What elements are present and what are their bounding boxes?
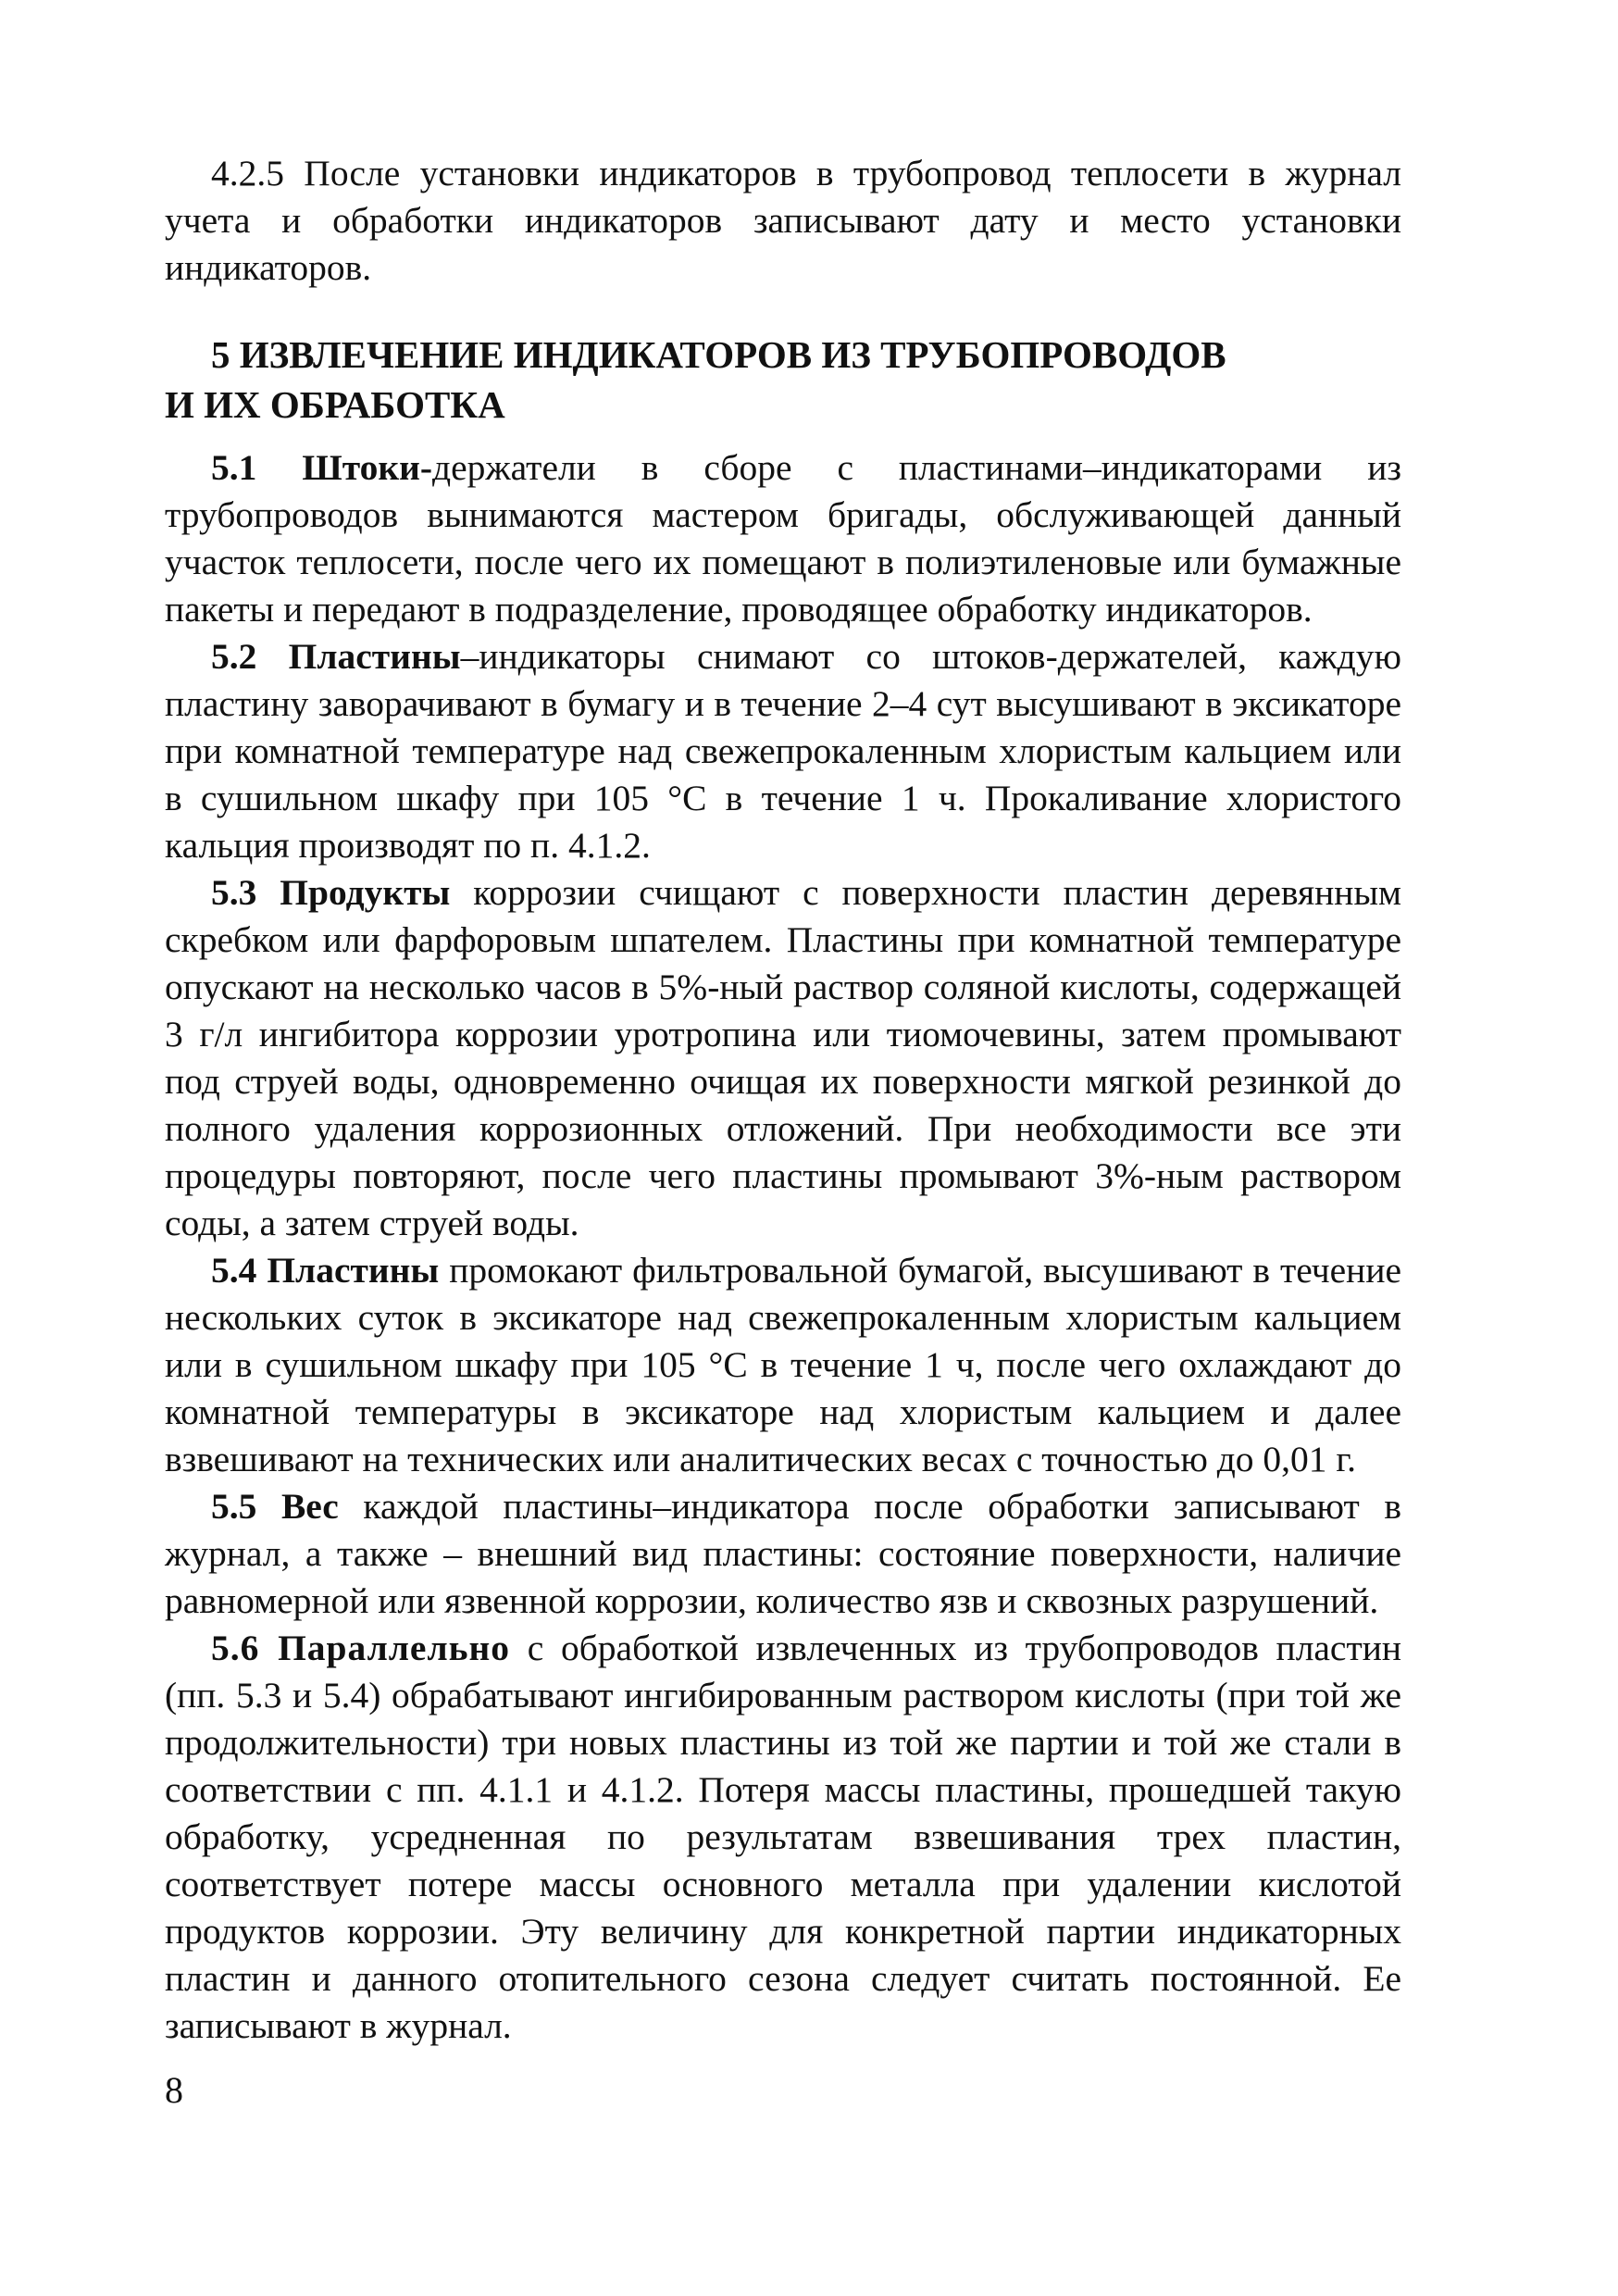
paragraph-text: держатели в сборе с пластинами–индикаторами из трубопроводов вынимаются мастером бригады, обслуживающей данный участок теплосети, после чего их помещают в полиэтиленовые или бумажные пакеты и передают в подразделение, проводящее обработку индикаторов. (165, 447, 1401, 630)
paragraph-text: коррозии счищают с поверхности пластин деревянным скребком или фарфоровым шпателем. Пластины при комнатной температуре опускают на несколько часов в 5%-ный раствор соляной кислоты, содержащей 3 г/л ингибитора коррозии уротропина или тиомочевины, затем промывают под струей воды, одновременно очищая их поверхности мягкой резинкой до полного удаления коррозионных отложений. При необходимости все эти процедуры повторяют, после чего пластины промывают 3%-ным раствором соды, а затем струей воды. (165, 872, 1401, 1243)
paragraph-lead: 5.6 Параллельно (211, 1628, 511, 1668)
heading-line-2: И ИХ ОБРАБОТКА (165, 383, 505, 426)
paragraph-lead: 5.3 Продукты (211, 872, 451, 913)
paragraph-5-2 (165, 633, 1401, 869)
paragraph-lead: 5.5 Вес (211, 1486, 339, 1527)
heading-line-1: 5 ИЗВЛЕЧЕНИЕ ИНДИКАТОРОВ ИЗ ТРУБОПРОВОДОВ (211, 333, 1226, 376)
paragraph-4-2-5: 4.2.5 После установки индикаторов в трубопровод теплосети в журнал учета и обработки индикаторов записывают дату и место установки индикаторов. (165, 153, 1401, 288)
paragraph-text: каждой пластины–индикатора после обработки записывают в журнал, а также – внешний вид пластины: состояние поверхности, наличие равномерной или язвенной коррозии, количество язв и сквозных разрушений. (165, 1486, 1401, 1621)
paragraph-lead: 5.2 Пластины (211, 636, 461, 677)
paragraph-5-3 (165, 869, 1401, 1247)
paragraph-5-1 (165, 444, 1401, 633)
paragraph-lead: 5.1 Штоки- (211, 447, 432, 488)
paragraph-text: с обработкой извлеченных из трубопроводов пластин (пп. 5.3 и 5.4) обрабатывают ингибированным раствором кислоты (при той же продолжительности) три новых пластины из той же партии и той же стали в соответствии с пп. 4.1.1 и 4.1.2. Потеря массы пластины, прошедшей такую обработку, усредненная по результатам взвешивания трех пластин, соответствует потере массы основного металла при удалении кислотой продуктов коррозии. Эту величину для конкретной партии индикаторных пластин и данного отопительного сезона следует считать постоянной. Ее записывают в журнал. (165, 1628, 1402, 2046)
section-4-2-5 (165, 150, 1401, 292)
paragraph-5-6 (165, 1625, 1401, 2050)
paragraph-5-4 (165, 1247, 1401, 1483)
paragraph-5-5 (165, 1483, 1401, 1625)
section-5-body (165, 444, 1401, 2050)
paragraph-text: –индикаторы снимают со штоков-держателей, каждую пластину заворачивают в бумагу и в течение 2–4 сут высушивают в эксикаторе при комнатной температуре над свежепрокаленным хлористым кальцием или в сушильном шкафу при 105 °С в течение 1 ч. Прокаливание хлористого кальция производят по п. 4.1.2. (165, 636, 1401, 866)
paragraph-lead: 5.4 Пластины (211, 1250, 440, 1291)
section-5-heading (165, 330, 1414, 430)
page-number: 8 (165, 2069, 183, 2111)
paragraph-text: промокают фильтровальной бумагой, высушивают в течение нескольких суток в эксикаторе над свежепрокаленным хлористым кальцием или в сушильном шкафу при 105 °С в течение 1 ч, после чего охлаждают до комнатной температуры в эксикаторе над хлористым кальцием и далее взвешивают на технических или аналитических весах с точностью до 0,01 г. (165, 1250, 1401, 1479)
